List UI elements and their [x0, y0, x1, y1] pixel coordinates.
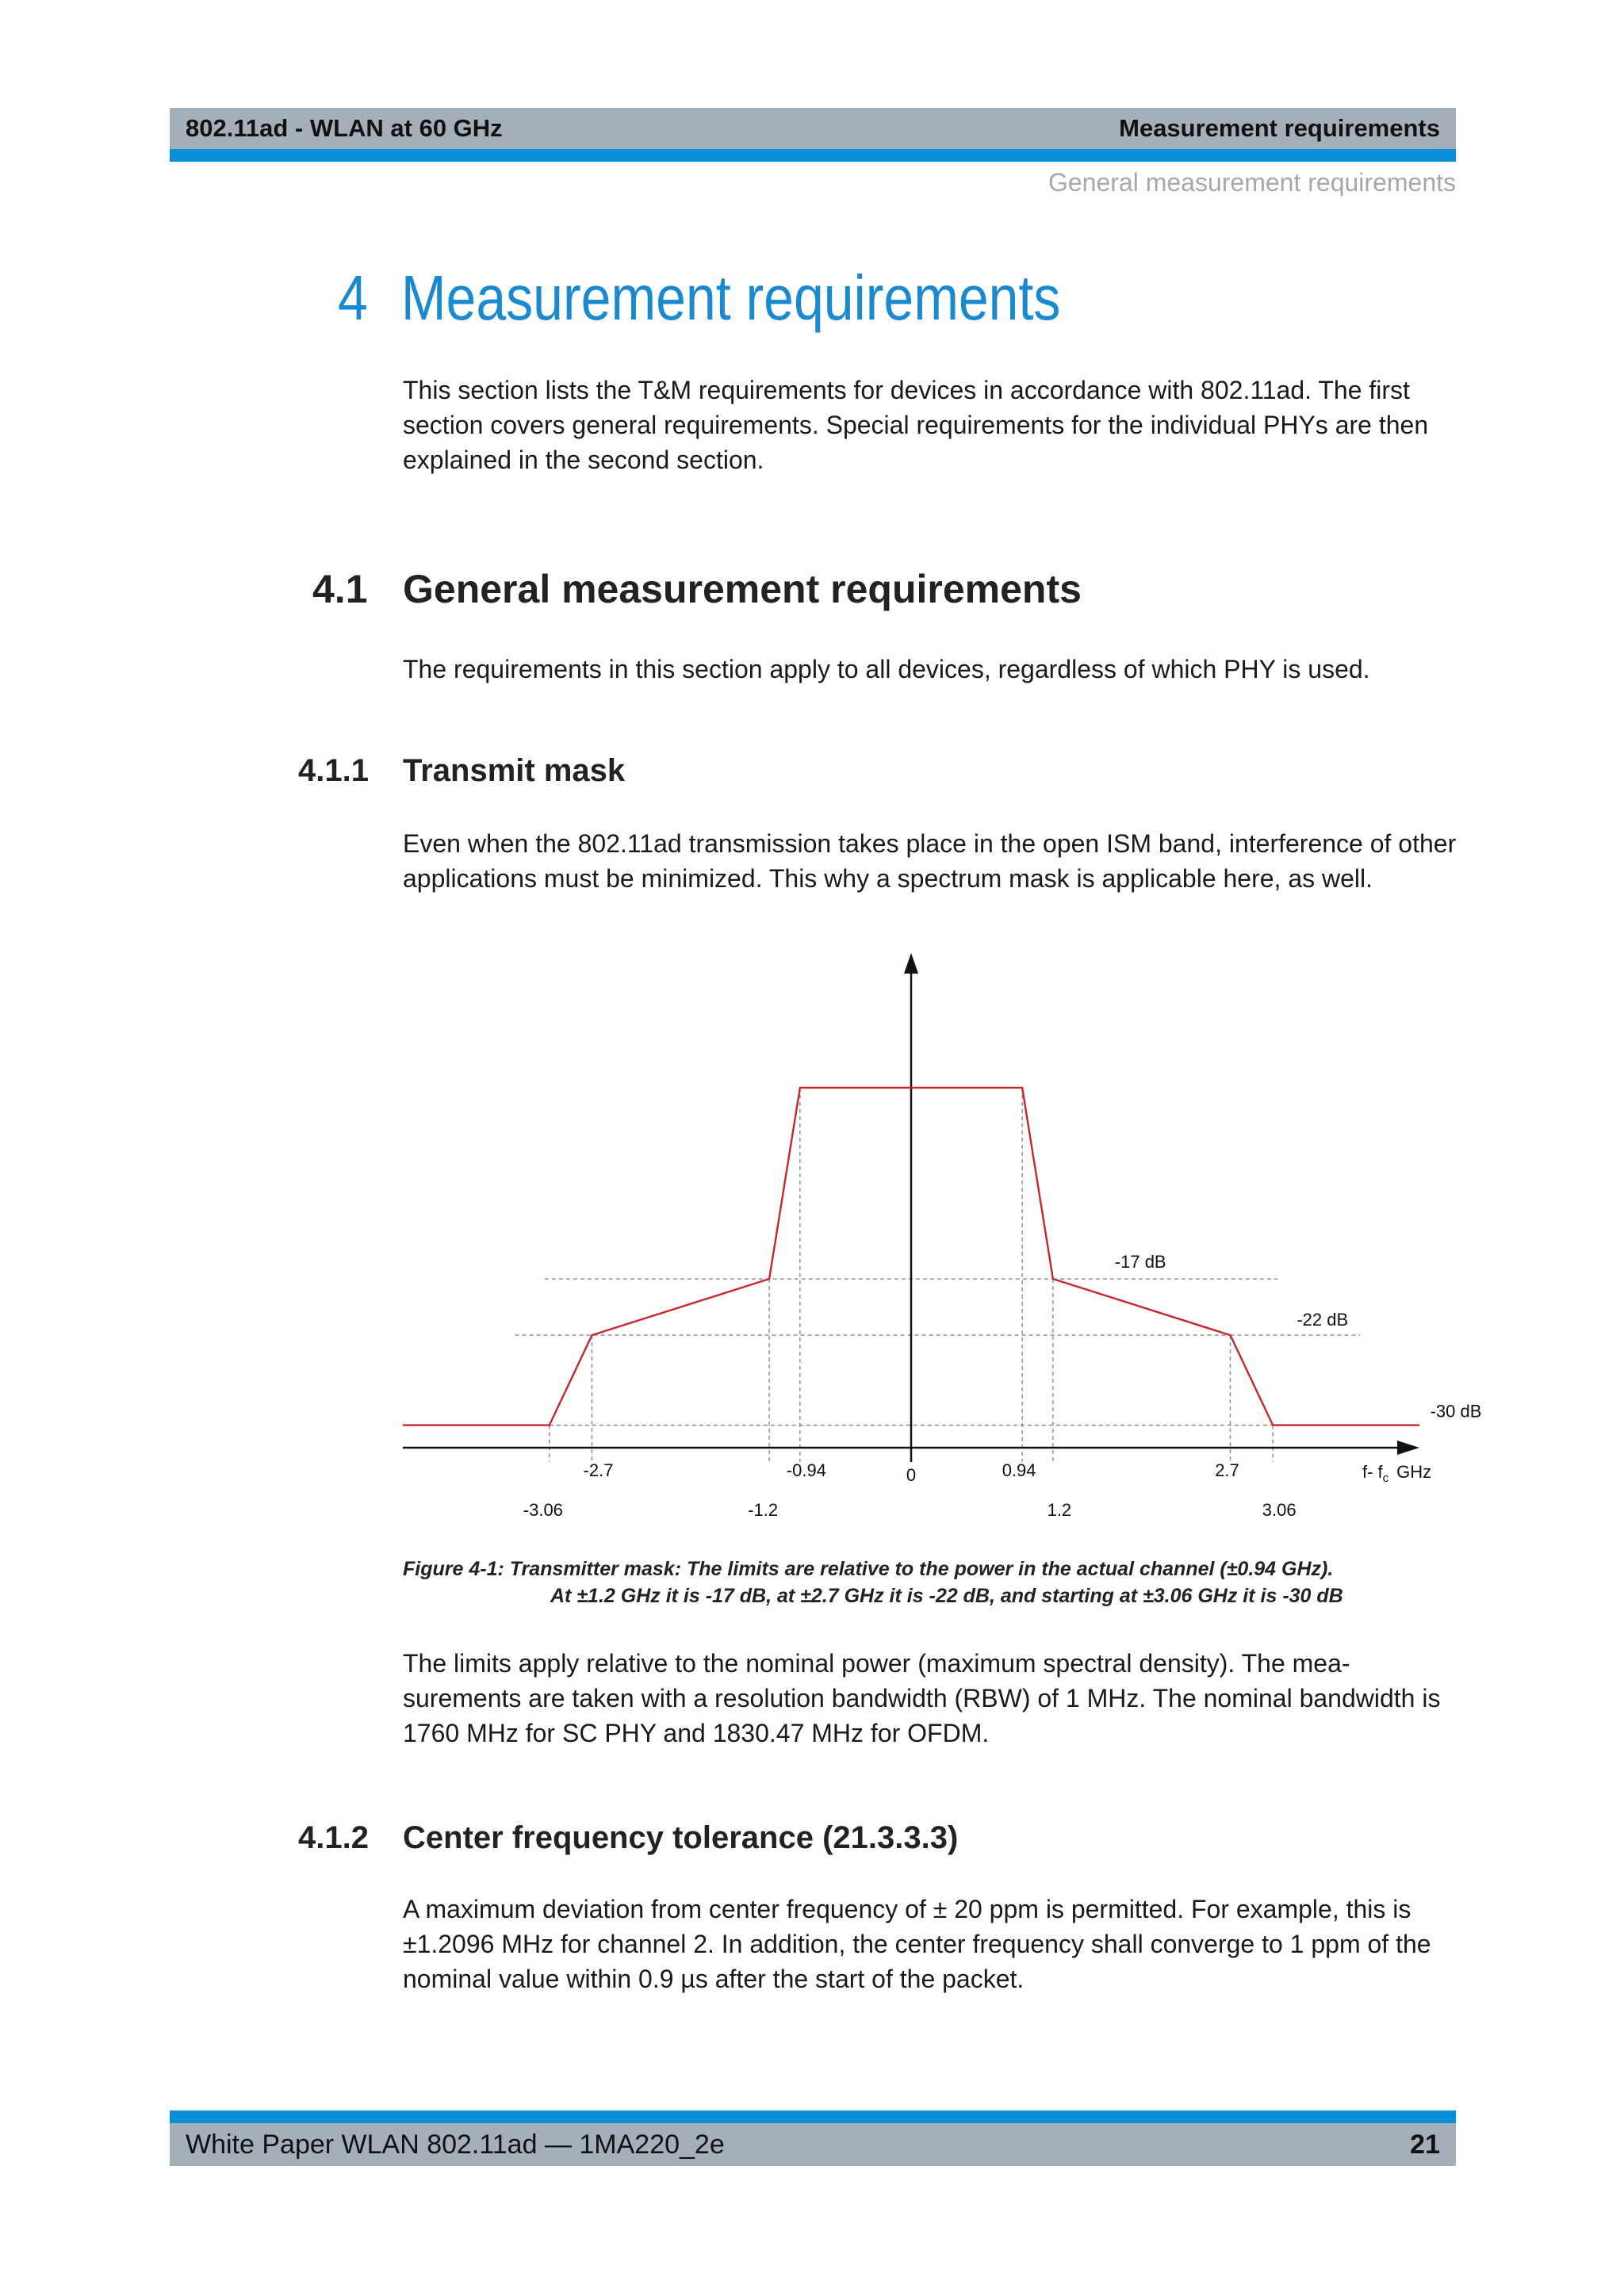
chapter-heading — [338, 262, 1060, 335]
section-title: General measurement requirements — [403, 567, 1082, 611]
footer-left: White Paper WLAN 802.11ad ― 1MA220_2e — [186, 2129, 725, 2160]
section-4-1-paragraph: The requirements in this section apply to all devices, regardless of which PHY is used. — [403, 655, 1370, 683]
tick-label: 0.94 — [1002, 1460, 1036, 1480]
caption-line-2: At ±1.2 GHz it is -17 dB, at ±2.7 GHz it is -22 dB, and starting at ±3.06 GHz it is -30 dB — [550, 1585, 1343, 1607]
section-number: 4.1.2 — [298, 1820, 369, 1855]
header-left: 802.11ad - WLAN at 60 GHz — [186, 114, 503, 142]
header-subtitle: General measurement requirements — [1048, 168, 1456, 197]
origin-label: 0 — [906, 1465, 917, 1485]
x-axis-arrowhead — [1397, 1441, 1419, 1455]
section-title: Transmit mask — [403, 753, 626, 788]
chart-labels — [523, 1252, 1482, 1520]
section-title: Center frequency tolerance (21.3.3.3) — [403, 1820, 959, 1855]
section-4-1-heading — [312, 566, 1082, 612]
x-axis-label: f- $f_c$ GHz — [1362, 1462, 1432, 1485]
header-right: Measurement requirements — [1119, 114, 1440, 142]
y-axis-arrowhead — [904, 953, 918, 974]
section-4-1-1-heading — [298, 753, 625, 789]
chapter-title: Measurement requirements — [400, 262, 1061, 333]
tick-label: 2.7 — [1215, 1460, 1239, 1480]
caption-line-1: Figure 4-1: Transmitter mask: The limits are relative to the power in the actual channel (±0.94 GHz). — [403, 1558, 1334, 1580]
level-label: -17 dB — [1114, 1252, 1166, 1272]
section-number: 4.1 — [312, 567, 368, 611]
page-number: 21 — [1410, 2129, 1440, 2160]
intro-paragraph: This section lists the T&M requirements for devices in accordance with 802.11ad. The first section covers general requirements. Special requirements for the individual PHYs are then explained in the second section. — [403, 376, 1429, 474]
tick-label: -3.06 — [523, 1500, 563, 1520]
section-4-1-2-heading — [298, 1820, 958, 1856]
figure-caption — [403, 1556, 1434, 1609]
level-label: -22 dB — [1297, 1310, 1349, 1330]
transmit-mask-chart — [396, 943, 1482, 1546]
after-figure-paragraph: The limits apply relative to the nominal power (maximum spectral density). The measurements are taken with a resolution bandwidth (RBW) of 1 MHz. The nominal bandwidth is 1760 MHz for SC PHY and 1830.47 MHz for OFDM. — [403, 1649, 1441, 1747]
running-footer — [170, 2123, 1456, 2166]
header-rule — [170, 149, 1456, 162]
running-header — [170, 108, 1456, 149]
tick-label: -0.94 — [786, 1460, 826, 1480]
footer-rule — [170, 2110, 1456, 2123]
chart-guides — [515, 1088, 1361, 1462]
section-4-1-1-paragraph: Even when the 802.11ad transmission takes place in the open ISM band, interference of other applications must be minimized. This why a spectrum mask is applicable here, as well. — [403, 829, 1457, 893]
tick-label: 1.2 — [1047, 1500, 1072, 1520]
tick-label: -2.7 — [583, 1460, 614, 1480]
tick-label: -1.2 — [748, 1500, 779, 1520]
section-4-1-2-paragraph: A maximum deviation from center frequency of ± 20 ppm is permitted. For example, this is ±1.2096 MHz for channel 2. In addition, the center frequency shall converge to 1 ppm of the nominal value within 0.9 µs after the start of the packet. — [403, 1895, 1431, 1993]
level-label: -30 dB — [1430, 1401, 1482, 1422]
section-number: 4.1.1 — [298, 753, 369, 788]
chart-axes — [403, 953, 1419, 1462]
chapter-number: 4 — [338, 262, 368, 333]
tick-label: 3.06 — [1262, 1500, 1297, 1520]
